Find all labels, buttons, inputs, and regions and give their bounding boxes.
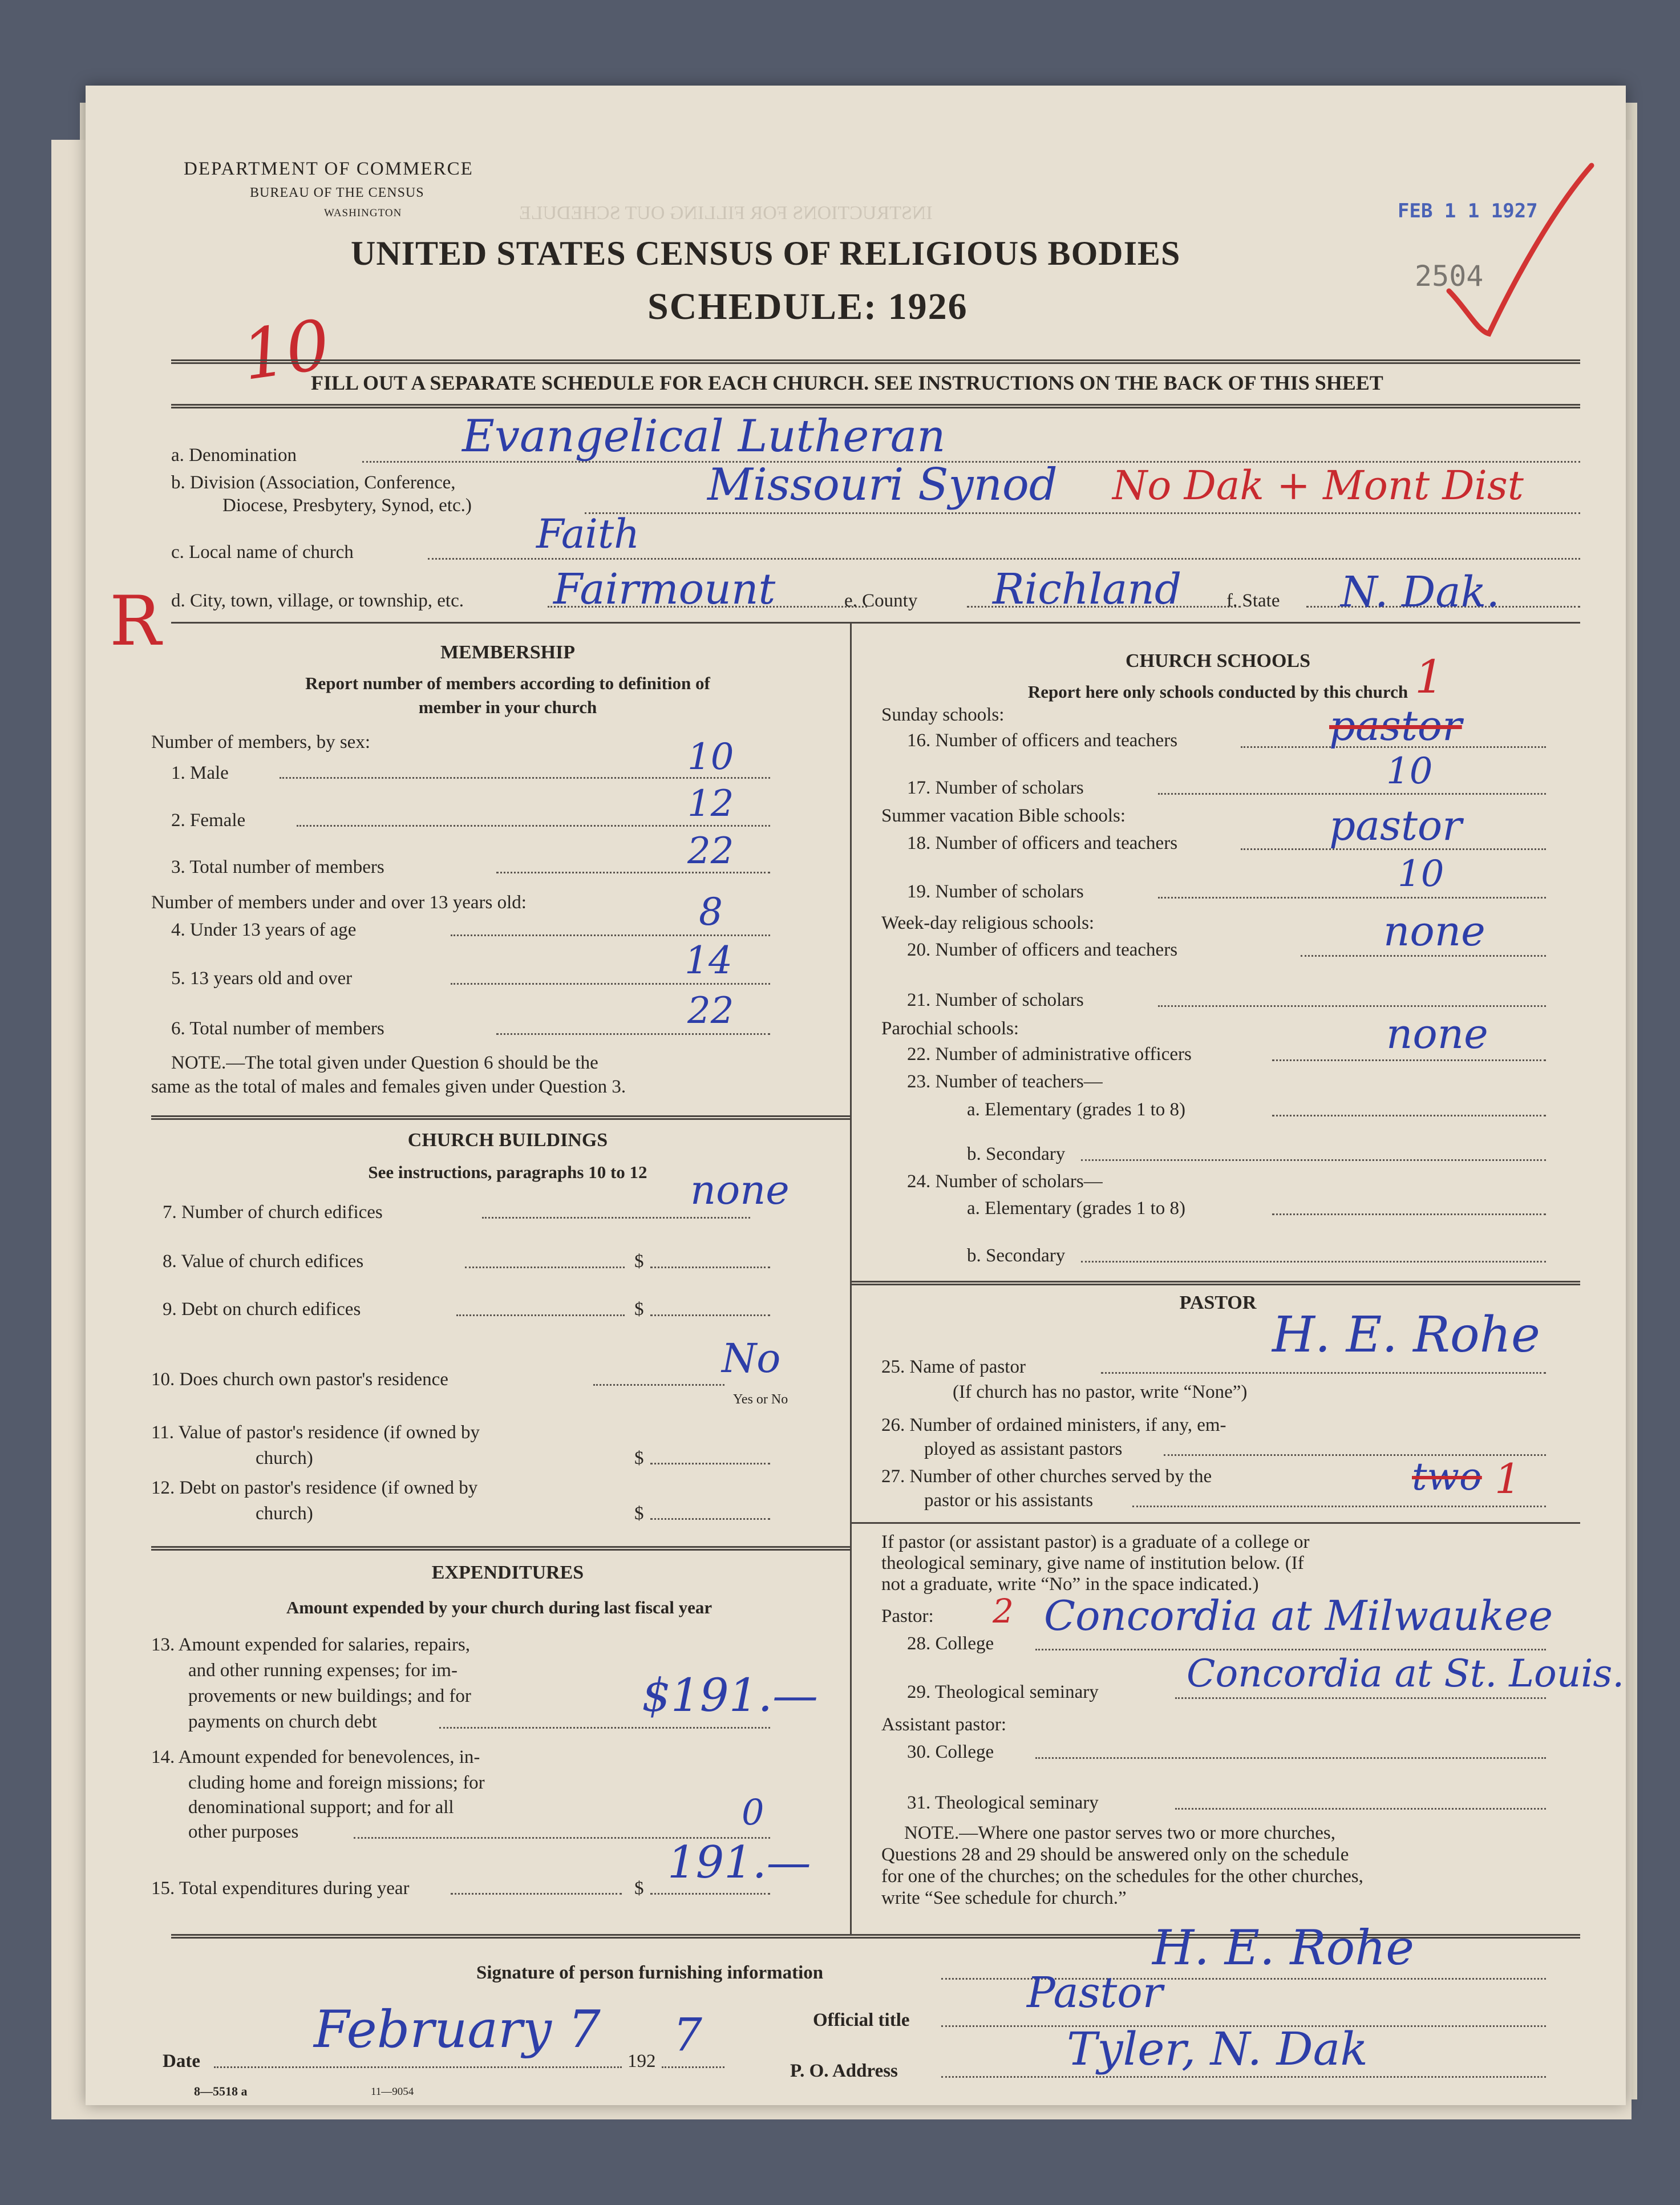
received-date-stamp: FEB 1 1 1927: [1398, 200, 1538, 222]
q12-label-1: 12. Debt on pastor's residence (if owned by: [151, 1478, 478, 1498]
fill-line: [214, 2066, 622, 2068]
fill-line: [451, 1893, 622, 1895]
q13-line-3: provements or new buildings; and for: [188, 1686, 471, 1706]
church-name-label: c. Local name of church: [171, 542, 354, 563]
fill-line: [1175, 1808, 1546, 1810]
signature-value: H. E. Rohe: [1152, 1920, 1415, 1976]
file-number-stamp: 2504: [1415, 260, 1484, 293]
fill-line: [1101, 1372, 1546, 1374]
fill-line: [1164, 1454, 1546, 1456]
denomination-label: a. Denomination: [171, 445, 297, 466]
schools-heading: CHURCH SCHOOLS: [1126, 650, 1310, 671]
county-value: Richland: [993, 565, 1182, 614]
q30-label: 30. College: [907, 1742, 994, 1762]
q17-value: 10: [1386, 750, 1433, 792]
q22-value: none: [1386, 1010, 1488, 1058]
fill-line: [941, 2076, 1546, 2078]
buildings-subheading: See instructions, paragraphs 10 to 12: [368, 1162, 647, 1182]
po-address-value: Tyler, N. Dak: [1067, 2022, 1368, 2075]
fill-line: [585, 512, 1580, 514]
q8-label: 8. Value of church edifices: [163, 1251, 364, 1272]
instruction-banner: FILL OUT A SEPARATE SCHEDULE FOR EACH CHURCH. SEE INSTRUCTIONS ON THE BACK OF THIS SHEET: [311, 371, 1383, 394]
form-number: 8—5518 a: [194, 2084, 248, 2098]
membership-note-1: NOTE.—The total given under Question 6 should be the: [171, 1053, 598, 1073]
q29-label: 29. Theological seminary: [907, 1682, 1099, 1702]
division-value: Missouri Synod: [707, 459, 1058, 511]
city-label: d. City, town, village, or township, etc.: [171, 590, 464, 611]
q11-label-1: 11. Value of pastor's residence (if owned by: [151, 1422, 480, 1443]
denomination-value: Evangelical Lutheran: [462, 411, 946, 462]
membership-subheading-2: member in your church: [418, 697, 597, 717]
fill-line: [1272, 1213, 1546, 1215]
fill-line: [593, 1384, 724, 1386]
fill-line: [297, 825, 770, 827]
fill-line: [1301, 955, 1546, 957]
q10-hint: Yes or No: [733, 1392, 788, 1407]
county-label: e. County: [844, 590, 918, 611]
q13-line-2: and other running expenses; for im-: [188, 1660, 458, 1681]
graduate-note-3: not a graduate, write “No” in the space indicated.): [881, 1574, 1259, 1595]
date-value: February 7: [314, 2000, 601, 2060]
fill-line: [428, 558, 1580, 560]
membership-note-2: same as the total of males and females given under Question 3.: [151, 1077, 626, 1097]
q23a-label: a. Elementary (grades 1 to 8): [967, 1099, 1186, 1120]
fill-line: [1158, 1005, 1546, 1007]
fill-line: [1081, 1261, 1546, 1263]
q7-label: 7. Number of church edifices: [163, 1202, 383, 1223]
department-name: DEPARTMENT OF COMMERCE: [184, 159, 473, 179]
q10-value: No: [722, 1335, 781, 1382]
fill-line: [451, 934, 770, 936]
fill-line: [662, 2066, 724, 2068]
q25-hint: (If church has no pastor, write “None”): [953, 1382, 1248, 1402]
q3-label: 3. Total number of members: [171, 857, 384, 877]
summer-schools-label: Summer vacation Bible schools:: [881, 806, 1126, 826]
q29-value: Concordia at St. Louis.: [1187, 1652, 1625, 1696]
checkmark-icon: [1443, 160, 1597, 342]
fill-line: [650, 1518, 770, 1520]
fill-line: [482, 1217, 750, 1219]
q8-dollar: $: [634, 1251, 644, 1272]
division-label-1: b. Division (Association, Conference,: [171, 472, 456, 493]
pastor-red-note: 2: [993, 1592, 1014, 1631]
q6-value: 22: [687, 990, 734, 1032]
pastor-note-3: for one of the churches; on the schedules for the other churches,: [881, 1866, 1363, 1887]
q15-label: 15. Total expenditures during year: [151, 1878, 410, 1899]
q22-label: 22. Number of administrative officers: [907, 1044, 1192, 1065]
fill-line: [1272, 1115, 1546, 1116]
fill-line: [1035, 1757, 1546, 1759]
rule: [151, 1115, 850, 1120]
rule: [850, 1522, 1580, 1524]
q19-value: 10: [1398, 853, 1444, 895]
fill-line: [650, 1314, 770, 1316]
fill-line: [1158, 793, 1546, 795]
members-by-age: Number of members under and over 13 years old:: [151, 892, 527, 913]
official-title-label: Official title: [813, 2010, 910, 2030]
q12-dollar: $: [634, 1503, 644, 1524]
q18-value: pastor: [1329, 802, 1462, 849]
signature-label: Signature of person furnishing information: [476, 1963, 824, 1983]
q26-line-2: ployed as assistant pastors: [924, 1439, 1123, 1459]
fill-line: [650, 1893, 770, 1895]
buildings-heading: CHURCH BUILDINGS: [407, 1130, 608, 1151]
q20-value: none: [1383, 907, 1485, 955]
q19-label: 19. Number of scholars: [907, 881, 1084, 902]
q13-line-1: 13. Amount expended for salaries, repairs,: [151, 1634, 471, 1655]
pastor-note-2: Questions 28 and 29 should be answered only on the schedule: [881, 1844, 1349, 1865]
q9-label: 9. Debt on church edifices: [163, 1299, 361, 1320]
rule: [850, 1281, 1580, 1285]
rule: [171, 404, 1580, 408]
q27-line-2: pastor or his assistants: [924, 1490, 1094, 1511]
date-label: Date: [163, 2051, 200, 2072]
assistant-subheading: Assistant pastor:: [881, 1714, 1007, 1735]
q13-line-4: payments on church debt: [188, 1712, 377, 1732]
state-label: f. State: [1226, 590, 1280, 611]
state-value: N. Dak.: [1341, 568, 1500, 617]
fill-line: [1035, 1649, 1546, 1650]
division-label-2: Diocese, Presbytery, Synod, etc.): [222, 495, 472, 516]
rule: [171, 622, 1580, 624]
year-value: 7: [673, 2008, 702, 2061]
membership-subheading-1: Report number of members according to definition of: [305, 673, 710, 693]
bleed-through-text: INSTRUCTIONS FOR FILLING OUT SCHEDULE: [519, 203, 933, 224]
q11-dollar: $: [634, 1448, 644, 1468]
q23-label: 23. Number of teachers—: [907, 1071, 1103, 1092]
q25-label: 25. Name of pastor: [881, 1357, 1026, 1377]
q24a-label: a. Elementary (grades 1 to 8): [967, 1198, 1186, 1219]
fill-line: [1081, 1159, 1546, 1161]
weekday-schools-label: Week-day religious schools:: [881, 913, 1095, 933]
fill-line: [1132, 1506, 1546, 1507]
city-name: WASHINGTON: [324, 207, 402, 219]
q14-value: 0: [742, 1791, 764, 1833]
q11-label-2: church): [256, 1448, 313, 1468]
fill-line: [650, 1267, 770, 1268]
q28-value: Concordia at Milwaukee: [1044, 1592, 1553, 1640]
pastor-note-4: write “See schedule for church.”: [881, 1888, 1127, 1908]
po-address-label: P. O. Address: [790, 2061, 898, 2081]
fill-line: [451, 983, 770, 985]
q4-value: 8: [699, 890, 723, 934]
q20-label: 20. Number of officers and teachers: [907, 940, 1178, 960]
q21-label: 21. Number of scholars: [907, 990, 1084, 1010]
fill-line: [465, 1267, 625, 1268]
fill-line: [456, 1314, 625, 1316]
q15-dollar: $: [634, 1878, 644, 1899]
red-mark-r: R: [110, 582, 161, 661]
fill-line: [1272, 1059, 1546, 1061]
q24-label: 24. Number of scholars—: [907, 1171, 1103, 1192]
members-by-sex: Number of members, by sex:: [151, 732, 370, 752]
official-title-value: Pastor: [1027, 1968, 1163, 2017]
column-divider: [850, 622, 852, 1934]
q28-label: 28. College: [907, 1633, 994, 1654]
q10-label: 10. Does church own pastor's residence: [151, 1369, 448, 1390]
q16-value: pastor: [1329, 702, 1462, 750]
q23b-label: b. Secondary: [967, 1144, 1066, 1164]
membership-heading: MEMBERSHIP: [440, 642, 576, 663]
pastor-note-1: NOTE.—Where one pastor serves two or more churches,: [904, 1823, 1335, 1843]
q15-value: 191.—: [667, 1837, 811, 1888]
q18-label: 18. Number of officers and teachers: [907, 833, 1178, 853]
fill-line: [496, 1033, 770, 1035]
rule: [171, 359, 1580, 364]
parochial-schools-label: Parochial schools:: [881, 1018, 1019, 1039]
census-schedule-sheet: [86, 86, 1626, 2105]
expenditures-heading: EXPENDITURES: [431, 1562, 584, 1583]
q7-value: none: [690, 1167, 790, 1213]
fill-line: [650, 1463, 770, 1464]
q5-label: 5. 13 years old and over: [171, 968, 353, 989]
q27-line-1: 27. Number of other churches served by the: [881, 1466, 1212, 1487]
q14-line-1: 14. Amount expended for benevolences, in-: [151, 1747, 480, 1767]
rule: [151, 1546, 850, 1551]
q12-label-2: church): [256, 1503, 313, 1524]
q9-dollar: $: [634, 1299, 644, 1320]
q27-red-correction: 1: [1495, 1455, 1521, 1503]
q2-label: 2. Female: [171, 810, 246, 831]
city-value: Fairmount: [553, 565, 776, 614]
q1-label: 1. Male: [171, 763, 229, 783]
q14-line-2: cluding home and foreign missions; for: [188, 1773, 485, 1793]
q6-label: 6. Total number of members: [171, 1018, 384, 1039]
q16-red-correction: 1: [1415, 650, 1444, 703]
fill-line: [1175, 1697, 1546, 1699]
division-red-note: No Dak + Mont Dist: [1112, 462, 1524, 509]
q16-label: 16. Number of officers and teachers: [907, 730, 1178, 751]
q3-value: 22: [687, 830, 734, 872]
q4-label: 4. Under 13 years of age: [171, 920, 357, 940]
q17-label: 17. Number of scholars: [907, 778, 1084, 798]
q13-value: $191.—: [642, 1669, 819, 1722]
form-title: UNITED STATES CENSUS OF RELIGIOUS BODIES: [351, 234, 1181, 272]
q25-value: H. E. Rohe: [1272, 1306, 1540, 1364]
red-mark-10: 10: [237, 305, 335, 396]
q2-value: 12: [687, 783, 734, 825]
q5-value: 14: [685, 938, 732, 982]
fill-line: [1158, 897, 1546, 899]
bureau-name: BUREAU OF THE CENSUS: [250, 185, 424, 200]
church-name-value: Faith: [536, 511, 640, 557]
q26-line-1: 26. Number of ordained ministers, if any, em-: [881, 1415, 1226, 1435]
print-number: 11—9054: [371, 2086, 414, 2098]
sunday-schools-label: Sunday schools:: [881, 705, 1005, 725]
q24b-label: b. Secondary: [967, 1245, 1066, 1266]
q14-line-4: other purposes: [188, 1822, 299, 1842]
expenditures-subheading: Amount expended by your church during last fiscal year: [286, 1597, 713, 1617]
graduate-note-2: theological seminary, give name of institution below. (If: [881, 1553, 1304, 1573]
q14-line-3: denominational support; and for all: [188, 1797, 454, 1818]
year-prefix: 192: [628, 2051, 656, 2072]
graduate-note-1: If pastor (or assistant pastor) is a graduate of a college or: [881, 1532, 1310, 1552]
q1-value: 10: [687, 736, 734, 778]
fill-line: [439, 1727, 770, 1729]
pastor-subheading: Pastor:: [881, 1606, 934, 1627]
schools-subheading: Report here only schools conducted by this church: [1027, 682, 1408, 702]
pastor-heading: PASTOR: [1179, 1292, 1257, 1313]
q31-label: 31. Theological seminary: [907, 1793, 1099, 1813]
q27-value: two: [1412, 1455, 1482, 1499]
schedule-year: SCHEDULE: 1926: [647, 286, 968, 327]
